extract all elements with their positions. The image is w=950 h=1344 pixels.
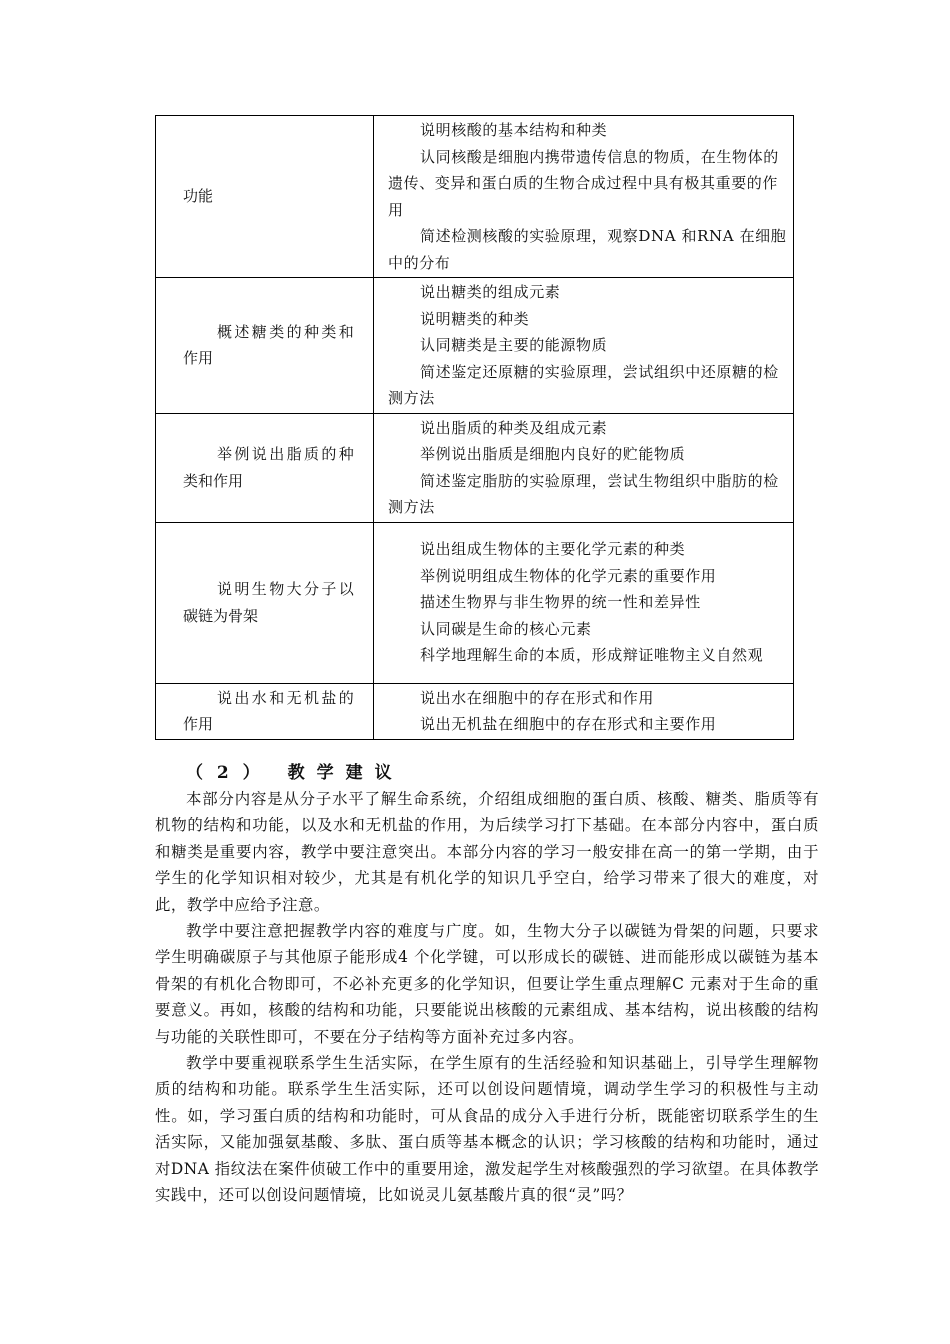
requirement-item: 说明糖类的种类 (420, 309, 530, 328)
requirement-item: 举例说明组成生物体的化学元素的重要作用 (420, 566, 717, 585)
teaching-suggestions-body (155, 786, 819, 1209)
standard-text: 举例说出脂质的种 (217, 445, 357, 463)
requirement-item: 描述生物界与非生物界的统一性和差异性 (420, 593, 701, 612)
requirement-item: 举例说出脂质是细胞内良好的贮能物质 (420, 445, 686, 463)
requirement-item: 说出糖类的组成元素 (420, 283, 561, 301)
requirement-item: 说出组成生物体的主要化学元素的种类 (420, 540, 686, 559)
standard-cell (156, 116, 374, 278)
table-row (156, 413, 794, 522)
paragraph: 本部分内容是从分子水平了解生命系统，介绍组成细胞的蛋白质、核酸、糖类、脂质等有机物的结构和功能，以及水和无机盐的作用，为后续学习打下基础。在本部分内容中，蛋白质和糖类是重要内容，教学中要注意突出。本部分内容的学习一般安排在高一的第一学期，由于学生的化学知识相对较少，尤其是有机化学的知识几乎空白，给学习带来了很大的难度，对此，教学中应给予注意。 (155, 790, 819, 914)
standard-cell (156, 413, 374, 522)
table-row (156, 683, 794, 739)
standard-text: 作用 (183, 349, 214, 368)
standard-cell (156, 522, 374, 683)
requirement-cell (374, 683, 794, 739)
standard-text: 概述糖类的种类和 (217, 322, 357, 341)
section-number: （ 2 ） (186, 763, 264, 783)
requirement-item: 简述检测核酸的实验原理，观察DNA 和RNA 在细胞中的分布 (388, 227, 787, 272)
table-row (156, 278, 794, 414)
requirement-cell (374, 413, 794, 522)
table-row (156, 522, 794, 683)
standard-text: 说出水和无机盐的 (217, 688, 357, 707)
standard-text: 功能 (183, 187, 214, 206)
standard-text: 类和作用 (183, 471, 244, 490)
requirement-item: 认同碳是生命的核心元素 (420, 619, 592, 638)
requirement-item: 科学地理解生命的本质，形成辩证唯物主义自然观 (420, 646, 764, 665)
requirement-item: 说出水在细胞中的存在形式和作用 (420, 688, 655, 707)
requirement-cell (374, 278, 794, 414)
requirement-item: 认同糖类是主要的能源物质 (420, 336, 608, 354)
paragraph: 教学中要注意把握教学内容的难度与广度。如，生物大分子以碳链为骨架的问题，只要求学生明确碳原子与其他原子能形成4 个化学键，可以形成长的碳链、进而能形成以碳链为基本骨架的有机化合物即可，不必补充更多的化学知识，但要让学生重点理解C 元素对于生命的重要意义。再如，核酸的结构和功能，只要能说出核酸的元素组成、基本结构，说出核酸的结构与功能的关联性即可，不要在分子结构等方面补充过多内容。 (155, 922, 819, 1046)
requirement-cell (374, 522, 794, 683)
requirement-item: 简述鉴定脂肪的实验原理，尝试生物组织中脂肪的检测方法 (388, 471, 779, 516)
requirement-item: 说出无机盐在细胞中的存在形式和主要作用 (420, 715, 717, 733)
table-row (156, 116, 794, 278)
standard-cell (156, 278, 374, 414)
requirement-item: 认同核酸是细胞内携带遗传信息的物质，在生物体的遗传、变异和蛋白质的生物合成过程中具有极其重要的作用 (388, 147, 779, 219)
paragraph: 教学中要重视联系学生生活实际，在学生原有的生活经验和知识基础上，引导学生理解物质的结构和功能。联系学生生活实际，还可以创设问题情境，调动学生学习的积极性与主动性。如，学习蛋白质的结构和功能时，可从食品的成分入手进行分析，既能密切联系学生的生活实际，又能加强氨基酸、多肽、蛋白质等基本概念的认识；学习核酸的结构和功能时，通过对DNA 指纹法在案件侦破工作中的重要用途，激发起学生对核酸强烈的学习欲望。在具体教学实践中，还可以创设问题情境，比如说灵儿氨基酸片真的很“灵”吗？ (155, 1054, 819, 1205)
standard-text: 碳链为骨架 (183, 606, 259, 625)
requirement-item: 说出脂质的种类及组成元素 (420, 418, 608, 437)
requirement-item: 说明核酸的基本结构和种类 (420, 121, 608, 139)
standard-text: 说明生物大分子以 (217, 580, 357, 598)
section-heading (186, 758, 404, 783)
section-title: 教学建议 (287, 763, 404, 783)
standard-text: 作用 (183, 715, 214, 733)
requirement-item: 简述鉴定还原糖的实验原理，尝试组织中还原糖的检测方法 (388, 362, 779, 407)
requirement-cell (374, 116, 794, 278)
curriculum-standard-table (155, 115, 794, 740)
standard-cell (156, 683, 374, 739)
